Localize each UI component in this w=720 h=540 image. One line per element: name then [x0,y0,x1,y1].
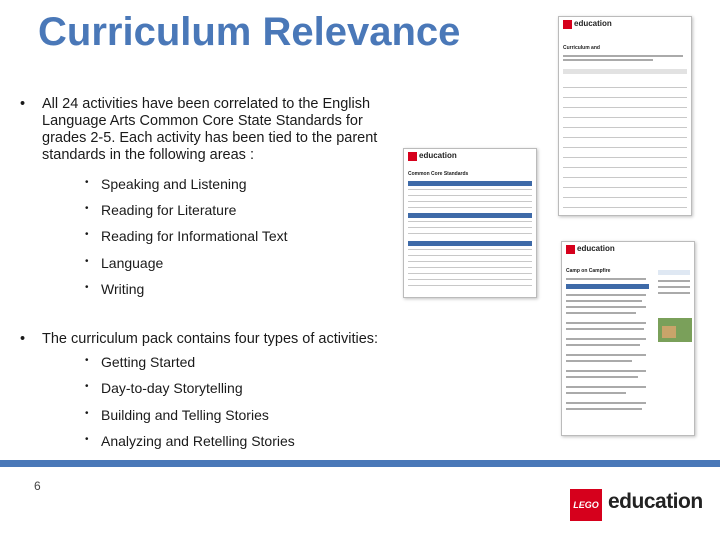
sub-item: • Reading for Literature [85,202,237,218]
education-wordmark: education [608,490,703,513]
bullet-marker: • [20,96,26,112]
bullet-activity-types [20,331,402,348]
slide-title: Curriculum Relevance [38,10,461,54]
bullet-correlation [20,96,392,164]
lego-logo: LEGO [570,489,602,521]
bullet-marker: • [20,331,26,347]
sub-item: • Building and Telling Stories [85,407,269,423]
document-thumbnail-curriculum: education Curriculum and [558,16,692,216]
footer-bar [0,460,720,467]
document-thumbnail-activity: education Camp on Campfire [561,241,695,436]
bullet-text: All 24 activities have been correlated to the English Language Arts Common Core State Standards for grades 2-5. Each activity has been tied to the parent standards in the following areas : [42,96,378,163]
sub-item: • Reading for Informational Text [85,228,288,244]
page-number: 6 [34,479,41,493]
bullet-text: The curriculum pack contains four types of activities: [42,331,379,347]
sub-item: • Language [85,255,164,271]
document-thumbnail-common-core: education Common Core Standards [403,148,537,298]
sub-item: • Day-to-day Storytelling [85,380,243,396]
sub-item: • Speaking and Listening [85,176,247,192]
sub-item: • Writing [85,281,145,297]
sub-item: • Getting Started [85,354,196,370]
sub-item: • Analyzing and Retelling Stories [85,433,295,449]
